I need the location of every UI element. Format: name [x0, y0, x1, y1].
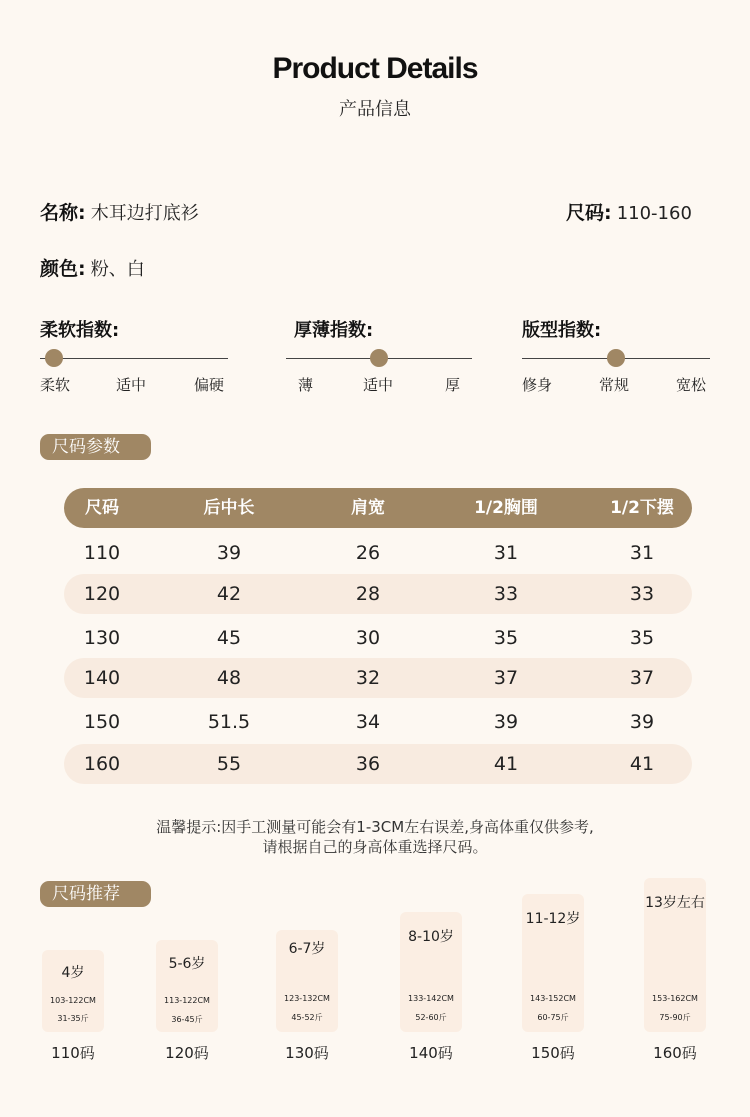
thickness-tick-high: 厚 — [445, 376, 461, 394]
cell-back-length: 48 — [216, 667, 242, 689]
info-name-value: 木耳边打底衫 — [90, 203, 199, 224]
header-chest: 1/2胸围 — [474, 498, 538, 518]
softness-index — [40, 316, 228, 396]
header-size: 尺码 — [85, 498, 119, 518]
table-row — [64, 574, 692, 614]
fit-tick-high: 宽松 — [676, 376, 707, 394]
info-color-key: 颜色: — [40, 258, 86, 280]
recommend-size: 150码 — [531, 1044, 575, 1062]
header-shoulder: 肩宽 — [351, 498, 385, 518]
recommend-age: 4岁 — [61, 965, 85, 981]
info-size — [566, 198, 692, 225]
thickness-slider-knob — [370, 349, 388, 367]
info-color-value: 粉、白 — [90, 259, 145, 280]
cell-hem: 41 — [629, 753, 655, 775]
cell-hem: 39 — [629, 711, 655, 733]
recommend-height: 133-142CM — [408, 994, 454, 1003]
cell-back-length: 42 — [216, 583, 242, 605]
softness-slider-knob — [45, 349, 63, 367]
recommend-size: 140码 — [409, 1044, 453, 1062]
fit-index — [522, 316, 710, 396]
cell-back-length: 45 — [216, 627, 242, 649]
page-title: Product Details — [272, 52, 478, 85]
cell-back-length: 39 — [216, 542, 242, 564]
note-line-1: 温馨提示:因手工测量可能会有1-3CM左右误差,身高体重仅供参考, — [156, 818, 594, 836]
cell-back-length: 55 — [216, 753, 242, 775]
info-size-key: 尺码: — [566, 202, 612, 224]
cell-chest: 41 — [493, 753, 519, 775]
softness-tick-low: 柔软 — [40, 376, 71, 394]
recommend-height: 153-162CM — [652, 994, 698, 1003]
size-params-badge: 尺码参数 — [40, 434, 151, 460]
info-size-value: 110-160 — [616, 203, 692, 224]
page-subtitle: 产品信息 — [339, 99, 411, 120]
table-row — [64, 658, 692, 698]
cell-size: 130 — [83, 627, 121, 649]
info-color — [40, 254, 145, 281]
softness-tick-high: 偏硬 — [194, 376, 225, 394]
recommend-weight: 60-75斤 — [537, 1013, 569, 1022]
size-recommend-badge: 尺码推荐 — [40, 881, 151, 907]
cell-shoulder: 32 — [355, 667, 381, 689]
size-table-header — [64, 488, 692, 528]
cell-shoulder: 34 — [355, 711, 381, 733]
note-line-2: 请根据自己的身高体重选择尺码。 — [262, 838, 488, 856]
cell-size: 150 — [83, 711, 121, 733]
recommend-size: 130码 — [285, 1044, 329, 1062]
info-name-key: 名称: — [40, 202, 86, 224]
cell-hem: 33 — [629, 583, 655, 605]
table-row — [64, 744, 692, 784]
cell-size: 160 — [83, 753, 121, 775]
recommend-weight: 75-90斤 — [659, 1013, 691, 1022]
thickness-index — [286, 316, 472, 396]
fit-tick-mid: 常规 — [599, 376, 630, 394]
fit-index-title: 版型指数: — [522, 320, 602, 341]
cell-shoulder: 28 — [355, 583, 381, 605]
cell-chest: 37 — [493, 667, 519, 689]
cell-shoulder: 26 — [355, 542, 381, 564]
cell-chest: 31 — [493, 542, 519, 564]
recommend-weight: 31-35斤 — [57, 1014, 89, 1023]
thickness-index-title: 厚薄指数: — [294, 320, 374, 341]
recommend-item — [34, 950, 112, 1070]
recommend-age: 13岁左右 — [645, 895, 705, 911]
recommend-weight: 36-45斤 — [171, 1015, 203, 1024]
cell-back-length: 51.5 — [207, 711, 251, 733]
softness-tick-mid: 适中 — [116, 376, 147, 394]
recommend-height: 123-132CM — [284, 994, 330, 1003]
fit-tick-low: 修身 — [522, 376, 553, 394]
recommend-item — [148, 940, 226, 1070]
info-name — [40, 198, 199, 225]
recommend-age: 5-6岁 — [168, 956, 206, 972]
cell-chest: 39 — [493, 711, 519, 733]
cell-chest: 35 — [493, 627, 519, 649]
softness-slider-track — [40, 358, 228, 359]
cell-size: 120 — [83, 583, 121, 605]
recommend-age: 8-10岁 — [408, 929, 454, 945]
recommend-size: 160码 — [653, 1044, 697, 1062]
recommend-size: 110码 — [51, 1044, 95, 1062]
cell-shoulder: 30 — [355, 627, 381, 649]
fit-slider-knob — [607, 349, 625, 367]
table-row — [64, 533, 692, 573]
cell-size: 110 — [83, 542, 121, 564]
cell-hem: 31 — [629, 542, 655, 564]
table-row — [64, 702, 692, 742]
cell-shoulder: 36 — [355, 753, 381, 775]
thickness-tick-mid: 适中 — [363, 376, 394, 394]
recommend-age: 6-7岁 — [288, 941, 326, 957]
recommend-item — [514, 894, 592, 1070]
table-row — [64, 618, 692, 658]
cell-hem: 37 — [629, 667, 655, 689]
recommend-height: 103-122CM — [50, 996, 96, 1005]
cell-hem: 35 — [629, 627, 655, 649]
recommend-weight: 45-52斤 — [291, 1013, 323, 1022]
recommend-size: 120码 — [165, 1044, 209, 1062]
softness-index-title: 柔软指数: — [40, 320, 120, 341]
recommend-height: 113-122CM — [164, 996, 210, 1005]
cell-chest: 33 — [493, 583, 519, 605]
header-hem: 1/2下摆 — [610, 498, 674, 518]
recommend-item — [268, 930, 346, 1070]
recommend-height: 143-152CM — [530, 994, 576, 1003]
recommend-item — [636, 878, 714, 1070]
header-back-length: 后中长 — [203, 498, 255, 518]
recommend-age: 11-12岁 — [525, 911, 581, 927]
cell-size: 140 — [83, 667, 121, 689]
thickness-tick-low: 薄 — [298, 376, 314, 394]
recommend-weight: 52-60斤 — [415, 1013, 447, 1022]
recommend-item — [392, 912, 470, 1070]
